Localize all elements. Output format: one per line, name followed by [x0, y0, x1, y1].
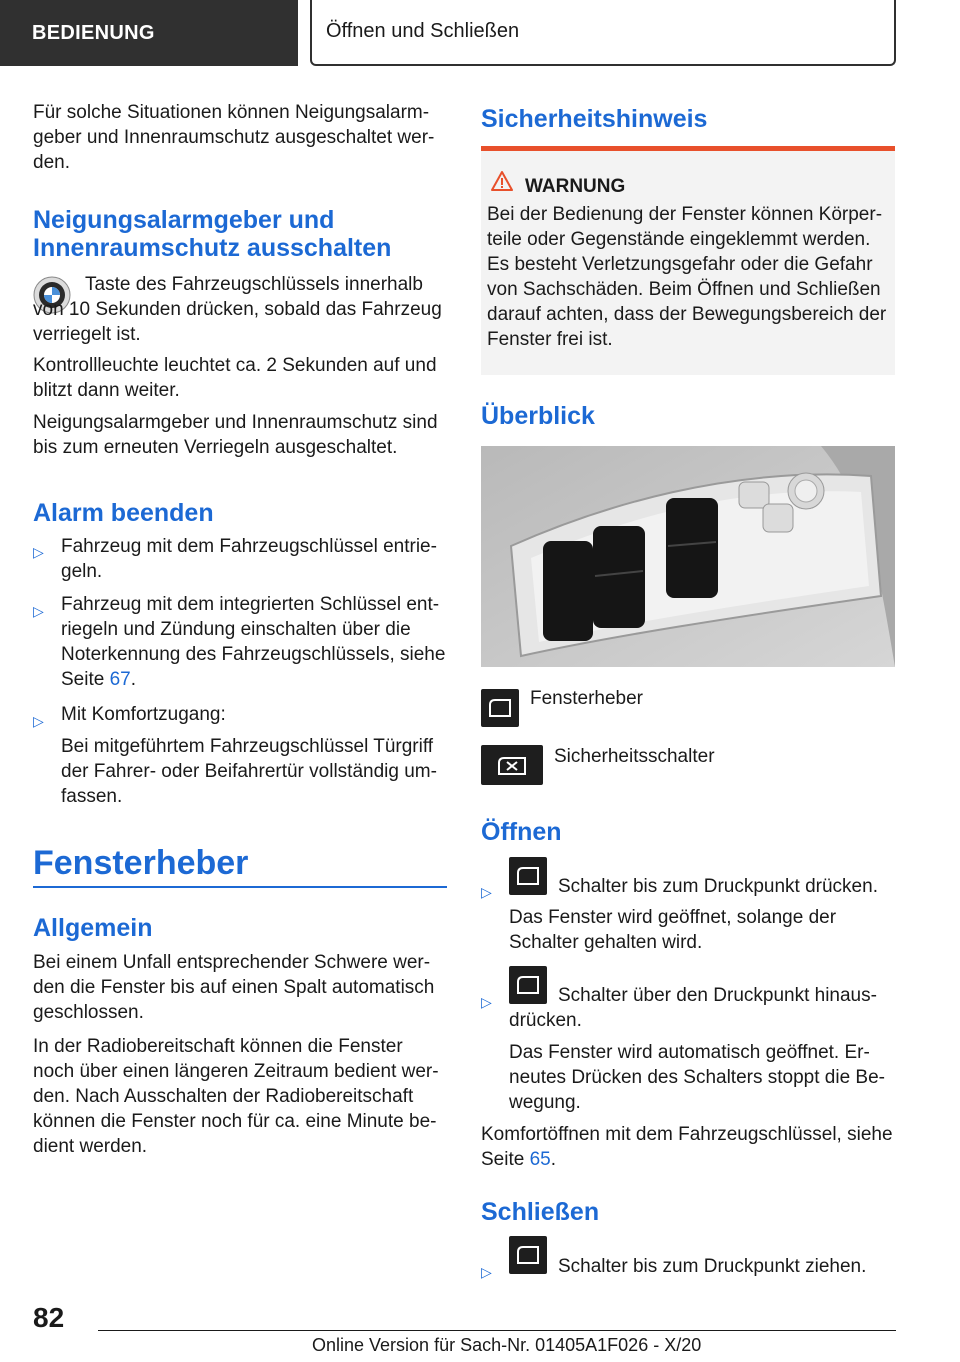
key-press-instruction: Taste des Fahrzeugschlüssels innerhalb von 10 Sekunden drücken, sobald das Fahrzeug verriegelt ist. [33, 274, 442, 345]
footer-rule [98, 1330, 896, 1331]
comfort-open-paragraph: Komfortöffnen mit dem Fahrzeugschlüssel, siehe Seite 65. [481, 1124, 893, 1170]
page-link-65[interactable]: 65 [529, 1149, 551, 1170]
open-step-1: Schalter bis zum Druckpunkt drücken. [558, 876, 878, 897]
bullet-marker: ▷ [33, 713, 44, 729]
warning-triangle-icon [491, 170, 513, 192]
warning-box [481, 146, 895, 375]
legend-safety-switch: Sicherheitsschalter [554, 746, 715, 767]
alarm-end-step-1: Fahrzeug mit dem Fahrzeugschlüssel entriegeln. [61, 536, 437, 582]
warning-bar [481, 146, 895, 151]
open-step-1-detail: Das Fenster wird geöffnet, solange der Schalter gehalten wird. [509, 907, 837, 953]
open-step-2: Schalter über den Druckpunkt hinausdrücken. [509, 985, 877, 1031]
alarm-end-step-2: Fahrzeug mit dem integrierten Schlüssel entriegeln und Zündung einschalten über die Noterkennung des Fahrzeugschlüssels, siehe Seite 67. [61, 594, 446, 690]
section-rule [33, 886, 447, 888]
page-header [0, 0, 960, 66]
heading-alarm-end: Alarm beenden [33, 499, 214, 527]
section-tab: BEDIENUNG [0, 0, 298, 66]
window-switch-icon [509, 857, 547, 895]
general-paragraph-2: In der Radiobereitschaft können die Fenster noch über einen längeren Zeitraum bedient werden. Nach Ausschalten der Radiobereitschaft können die Fenster noch für ca. eine Minute bedient werden. [33, 1036, 439, 1157]
heading-general: Allgemein [33, 914, 153, 942]
close-step-1: Schalter bis zum Druckpunkt ziehen. [558, 1256, 867, 1277]
heading-windows: Fensterheber [33, 844, 249, 882]
chapter-tab: Öffnen und Schließen [310, 0, 896, 66]
alarm-end-step-3: Mit Komfortzugang: [61, 704, 226, 725]
heading-close: Schließen [481, 1198, 600, 1226]
footer-text: Online Version für Sach-Nr. 01405A1F026 - X/20 [312, 1335, 702, 1355]
intro-paragraph: Für solche Situationen können Neigungsalarmgeber und Innenraumschutz ausgeschaltet werden. [33, 102, 435, 173]
heading-disable-alarm: Neigungsalarmgeber und Innenraumschutz ausschalten [33, 206, 392, 262]
indicator-paragraph: Kontrollleuchte leuchtet ca. 2 Sekunden auf und blitzt dann weiter. [33, 355, 437, 401]
heading-open: Öffnen [481, 818, 562, 846]
bullet-marker: ▷ [481, 994, 492, 1010]
alarm-end-step-3-detail: Bei mitgeführtem Fahrzeugschlüssel Türgriff der Fahrer- oder Beifahrertür vollständig umfassen. [61, 736, 437, 807]
bullet-marker: ▷ [33, 544, 44, 560]
bullet-marker: ▷ [481, 884, 492, 900]
heading-safety: Sicherheitshinweis [481, 105, 708, 133]
legend-window-lift: Fensterheber [530, 688, 644, 709]
warning-text: Bei der Bedienung der Fenster können Körperteile oder Gegenstände eingeklemmt werden. Es besteht Verletzungsgefahr oder die Gefahr von Sachschäden. Beim Öffnen und Schließen darauf achten, dass der Bewegungsbereich der Fenster frei ist. [487, 204, 887, 350]
open-step-2-detail: Das Fenster wird automatisch geöffnet. Erneutes Drücken des Schalters stoppt die Bewegung. [509, 1042, 885, 1113]
disabled-paragraph: Neigungsalarmgeber und Innenraumschutz sind bis zum erneuten Verriegeln ausgeschaltet. [33, 412, 438, 458]
heading-overview: Überblick [481, 402, 595, 430]
page-number: 82 [33, 1302, 65, 1333]
bullet-marker: ▷ [33, 603, 44, 619]
page-link-67[interactable]: 67 [109, 669, 131, 690]
warning-title: WARNUNG [525, 176, 626, 197]
bullet-marker: ▷ [481, 1264, 492, 1280]
window-switch-icon [481, 689, 519, 727]
window-switch-photo [481, 446, 895, 667]
safety-switch-icon [481, 745, 543, 785]
general-paragraph-1: Bei einem Unfall entsprechender Schwere werden die Fenster bis auf einen Spalt automatisch geschlossen. [33, 952, 435, 1023]
window-switch-icon [509, 1236, 547, 1274]
